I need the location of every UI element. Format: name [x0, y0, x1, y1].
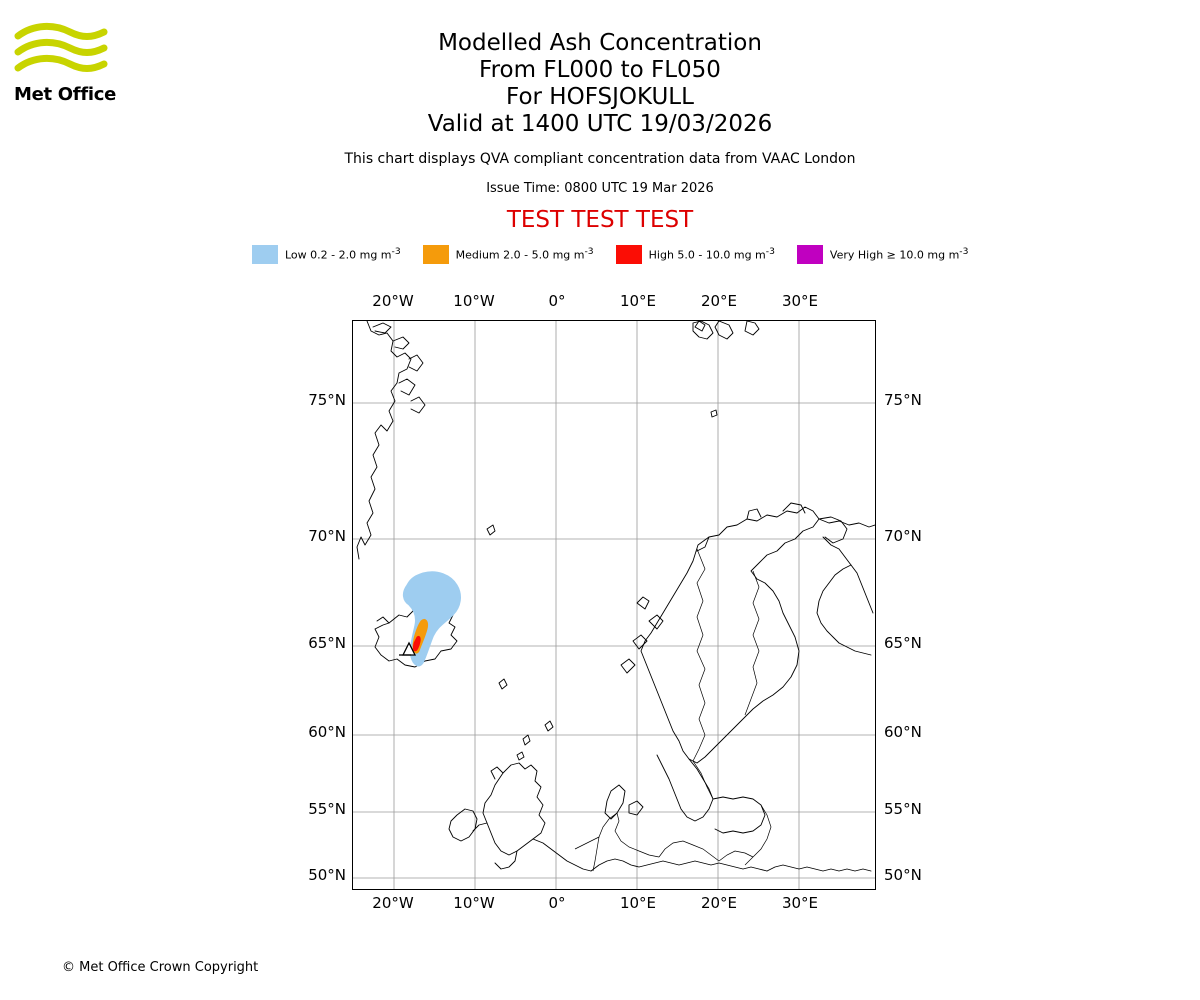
lat-tick-right-50N: 50°N — [884, 866, 922, 884]
lat-tick-left-50N: 50°N — [308, 866, 346, 884]
page-title: Modelled Ash Concentration — [438, 30, 762, 56]
lon-tick-bottom-20E: 20°E — [700, 894, 738, 912]
flight-level-line: From FL000 to FL050 — [479, 57, 721, 83]
lon-tick-top-30E: 30°E — [781, 292, 819, 310]
copyright-notice: © Met Office Crown Copyright — [62, 960, 259, 975]
legend-swatch-very-high — [797, 245, 823, 264]
ash-concentration-map[interactable] — [352, 320, 876, 890]
issue-time: Issue Time: 0800 UTC 19 Mar 2026 — [486, 181, 714, 196]
test-banner: TEST TEST TEST — [506, 207, 694, 233]
legend-label-very-high: Very High ≥ 10.0 mg $m^{-3}$ — [829, 246, 969, 262]
volcano-line: For HOFSJOKULL — [506, 84, 694, 110]
lon-tick-top-0: 0° — [548, 292, 566, 310]
lon-tick-bottom-20W: 20°W — [372, 894, 414, 912]
lon-tick-top-20W: 20°W — [372, 292, 414, 310]
chart-header — [0, 0, 1200, 233]
lon-tick-top-10E: 10°E — [619, 292, 657, 310]
lon-tick-bottom-10E: 10°E — [619, 894, 657, 912]
lat-tick-right-70N: 70°N — [884, 527, 922, 545]
map-canvas — [353, 321, 875, 889]
country-borders — [575, 549, 771, 871]
lat-tick-left-55N: 55°N — [308, 800, 346, 818]
lat-tick-right-55N: 55°N — [884, 800, 922, 818]
lon-tick-top-10W: 10°W — [453, 292, 495, 310]
lat-tick-right-60N: 60°N — [884, 723, 922, 741]
legend-label-low: Low 0.2 - 2.0 mg $m^{-3}$ — [285, 246, 401, 262]
lat-tick-left-65N: 65°N — [308, 634, 346, 652]
lat-tick-right-75N: 75°N — [884, 391, 922, 409]
lat-tick-right-65N: 65°N — [884, 634, 922, 652]
legend-swatch-medium — [423, 245, 449, 264]
valid-time-line: Valid at 1400 UTC 19/03/2026 — [427, 111, 773, 137]
legend-swatch-low — [252, 245, 278, 264]
legend-item — [616, 245, 775, 264]
lat-tick-left-60N: 60°N — [308, 723, 346, 741]
legend-label-medium: Medium 2.0 - 5.0 mg $m^{-3}$ — [455, 246, 594, 262]
legend-item — [423, 245, 594, 264]
legend-item — [797, 245, 969, 264]
lon-tick-bottom-10W: 10°W — [453, 894, 495, 912]
concentration-legend — [252, 243, 992, 265]
met-office-wordmark: Met Office — [14, 84, 117, 105]
lon-tick-top-20E: 20°E — [700, 292, 738, 310]
lat-tick-left-70N: 70°N — [308, 527, 346, 545]
legend-item — [252, 245, 401, 264]
legend-label-high: High 5.0 - 10.0 mg $m^{-3}$ — [648, 246, 775, 262]
lat-tick-left-75N: 75°N — [308, 391, 346, 409]
qva-note: This chart displays QVA compliant concentration data from VAAC London — [344, 151, 856, 167]
lon-tick-bottom-30E: 30°E — [781, 894, 819, 912]
lon-tick-bottom-0: 0° — [548, 894, 566, 912]
legend-swatch-high — [616, 245, 642, 264]
